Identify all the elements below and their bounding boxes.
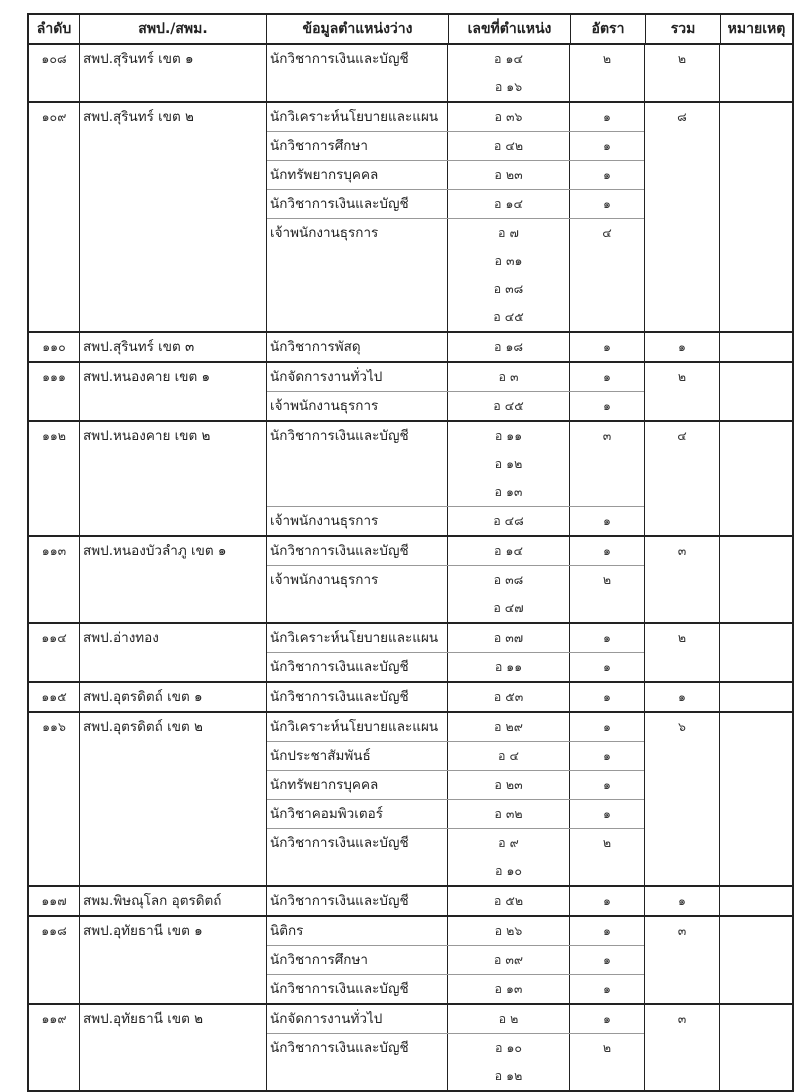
position-list [267, 363, 645, 420]
position-rate: ๔ [602, 225, 612, 240]
position-title: นักวิชาการพัสดุ [267, 333, 448, 361]
row-total: ๓ [645, 917, 720, 1003]
position-row [267, 975, 644, 1003]
position-list [267, 624, 645, 681]
position-numbers [448, 190, 570, 218]
position-title: เจ้าพนักงานธุรการ [267, 219, 448, 331]
position-numbers [448, 422, 570, 506]
position-number: อ ๑๖ [494, 79, 523, 94]
row-office: สพป.อุทัยธานี เขต ๑ [80, 917, 267, 1003]
position-numbers [448, 45, 570, 101]
row-seq: ๑๑๗ [29, 887, 80, 915]
position-numbers [448, 566, 570, 622]
position-number: อ ๕๒ [493, 893, 524, 908]
row-note [720, 333, 791, 361]
position-number: อ ๑๑ [494, 428, 523, 443]
header-position-number: เลขที่ตำแหน่ง [449, 15, 571, 43]
position-rate: ๑ [603, 339, 611, 354]
position-number: อ ๓ [498, 369, 519, 384]
position-title: นักวิชาคอมพิวเตอร์ [267, 800, 448, 828]
position-rate: ๑ [603, 893, 611, 908]
position-title: นิติกร [267, 917, 448, 945]
table-row-group [29, 624, 792, 683]
position-number: อ ๒๓ [494, 167, 523, 182]
position-title: เจ้าพนักงานธุรการ [267, 392, 448, 420]
position-numbers [448, 507, 570, 535]
row-note [720, 537, 791, 622]
position-numbers [448, 946, 570, 974]
position-numbers [448, 392, 570, 420]
position-numbers [448, 363, 570, 391]
row-office: สพป.อุตรดิตถ์ เขต ๑ [80, 683, 267, 711]
position-title: นักวิชาการเงินและบัญชี [267, 1034, 448, 1090]
position-numbers [448, 742, 570, 770]
position-numbers [448, 771, 570, 799]
position-number: อ ๑๔ [494, 51, 523, 66]
position-list [267, 422, 645, 535]
position-row [267, 392, 644, 420]
row-office: สพป.สุรินทร์ เขต ๑ [80, 45, 267, 101]
position-numbers [448, 683, 570, 711]
position-list [267, 713, 645, 885]
position-row [267, 1005, 644, 1034]
position-title: นักทรัพยากรบุคคล [267, 161, 448, 189]
position-row [267, 132, 644, 161]
position-row [267, 887, 644, 915]
position-row [267, 45, 644, 101]
position-title: เจ้าพนักงานธุรการ [267, 507, 448, 535]
position-number: อ ๓๒ [494, 806, 523, 821]
position-number: อ ๑๘ [493, 339, 524, 354]
position-title: นักวิเคราะห์นโยบายและแผน [267, 713, 448, 741]
row-total: ๒ [645, 363, 720, 420]
position-title: นักวิชาการเงินและบัญชี [267, 887, 448, 915]
position-list [267, 103, 645, 331]
table-row-group [29, 333, 792, 363]
position-row [267, 161, 644, 190]
position-rate: ๑ [603, 109, 611, 124]
row-total: ๒ [645, 624, 720, 681]
row-seq: ๑๑๔ [29, 624, 80, 681]
row-total: ๒ [645, 45, 720, 101]
position-row [267, 363, 644, 392]
position-rate: ๑ [603, 777, 611, 792]
position-rate: ๑ [603, 630, 611, 645]
row-seq: ๑๑๓ [29, 537, 80, 622]
position-title: นักวิชาการเงินและบัญชี [267, 683, 448, 711]
position-number: อ ๕๓ [493, 689, 524, 704]
position-rate: ๑ [603, 1011, 611, 1026]
table-row-group [29, 713, 792, 887]
position-title: เจ้าพนักงานธุรการ [267, 566, 448, 622]
row-seq: ๑๐๘ [29, 45, 80, 101]
row-total: ๑ [645, 333, 720, 361]
row-seq: ๑๑๐ [29, 333, 80, 361]
position-number: อ ๙ [498, 835, 519, 850]
position-rate: ๑ [603, 138, 611, 153]
position-rate: ๑ [603, 806, 611, 821]
position-row [267, 946, 644, 975]
header-seq: ลำดับ [29, 15, 80, 43]
row-total: ๔ [645, 422, 720, 535]
position-rate: ๑ [603, 369, 611, 384]
table-row-group [29, 45, 792, 103]
position-number: อ ๔๕ [493, 398, 524, 413]
row-note [720, 363, 791, 420]
position-title: นักวิชาการเงินและบัญชี [267, 422, 448, 506]
header-position: ข้อมูลตำแหน่งว่าง [267, 15, 449, 43]
position-number: อ ๑๓ [494, 981, 523, 996]
position-numbers [448, 537, 570, 565]
position-title: นักวิชาการศึกษา [267, 132, 448, 160]
row-note [720, 103, 791, 331]
row-total: ๓ [645, 537, 720, 622]
position-row [267, 653, 644, 681]
position-title: นักจัดการงานทั่วไป [267, 1005, 448, 1033]
position-list [267, 45, 645, 101]
position-number: อ ๑๐ [494, 863, 523, 878]
position-rate: ๑ [603, 981, 611, 996]
position-row [267, 829, 644, 885]
position-row [267, 1034, 644, 1090]
position-title: นักประชาสัมพันธ์ [267, 742, 448, 770]
position-number: อ ๑๔ [494, 543, 523, 558]
position-row [267, 537, 644, 566]
position-list [267, 917, 645, 1003]
position-row [267, 713, 644, 742]
position-number: อ ๑๓ [494, 484, 523, 499]
position-numbers [448, 800, 570, 828]
position-rate: ๒ [602, 1040, 612, 1055]
position-number: อ ๔๕ [493, 309, 524, 324]
row-note [720, 45, 791, 101]
position-rate: ๑ [603, 196, 611, 211]
position-numbers [448, 653, 570, 681]
row-seq: ๑๑๑ [29, 363, 80, 420]
position-row [267, 103, 644, 132]
row-office: สพป.สุรินทร์ เขต ๓ [80, 333, 267, 361]
position-row [267, 683, 644, 711]
position-numbers [448, 103, 570, 131]
row-note [720, 624, 791, 681]
table-row-group [29, 422, 792, 537]
row-seq: ๑๑๘ [29, 917, 80, 1003]
position-number: อ ๔ [498, 748, 519, 763]
row-office: สพป.หนองบัวลำภู เขต ๑ [80, 537, 267, 622]
position-row [267, 507, 644, 535]
table-body [29, 45, 792, 1090]
row-total: ๓ [645, 1005, 720, 1090]
row-office: สพม.พิษณุโลก อุตรดิตถ์ [80, 887, 267, 915]
position-row [267, 333, 644, 361]
position-numbers [448, 624, 570, 652]
table-row-group [29, 1005, 792, 1090]
position-numbers [448, 917, 570, 945]
table-header [29, 15, 792, 45]
position-numbers [448, 887, 570, 915]
row-note [720, 683, 791, 711]
row-office: สพป.อุทัยธานี เขต ๒ [80, 1005, 267, 1090]
position-row [267, 422, 644, 507]
position-numbers [448, 132, 570, 160]
position-number: อ ๔๗ [493, 600, 524, 615]
position-numbers [448, 161, 570, 189]
position-numbers [448, 333, 570, 361]
position-row [267, 190, 644, 219]
header-rate: อัตรา [571, 15, 646, 43]
position-numbers [448, 1034, 570, 1090]
position-row [267, 742, 644, 771]
position-number: อ ๒๓ [494, 777, 523, 792]
position-number: อ ๓๙ [493, 952, 524, 967]
header-office: สพป./สพม. [80, 15, 267, 43]
position-list [267, 683, 645, 711]
position-title: นักวิชาการเงินและบัญชี [267, 45, 448, 101]
position-numbers [448, 1005, 570, 1033]
position-list [267, 333, 645, 361]
position-number: อ ๒ [498, 1011, 519, 1026]
position-row [267, 566, 644, 622]
row-total: ๑ [645, 887, 720, 915]
row-total: ๘ [645, 103, 720, 331]
header-total: รวม [646, 15, 721, 43]
position-row [267, 219, 644, 331]
row-seq: ๑๑๕ [29, 683, 80, 711]
position-number: อ ๑๑ [494, 659, 523, 674]
row-office: สพป.อ่างทอง [80, 624, 267, 681]
position-rate: ๑ [603, 167, 611, 182]
row-note [720, 887, 791, 915]
position-title: นักวิเคราะห์นโยบายและแผน [267, 624, 448, 652]
position-rate: ๓ [602, 428, 612, 443]
position-rate: ๑ [603, 543, 611, 558]
position-number: อ ๒๖ [494, 923, 523, 938]
row-office: สพป.หนองคาย เขต ๑ [80, 363, 267, 420]
row-office: สพป.อุตรดิตถ์ เขต ๒ [80, 713, 267, 885]
position-number: อ ๓๘ [493, 572, 524, 587]
position-row [267, 917, 644, 946]
position-numbers [448, 975, 570, 1003]
position-row [267, 624, 644, 653]
table-row-group [29, 363, 792, 422]
vacancy-table [27, 13, 794, 1092]
position-title: นักวิชาการศึกษา [267, 946, 448, 974]
row-seq: ๑๑๖ [29, 713, 80, 885]
row-total: ๑ [645, 683, 720, 711]
position-rate: ๑ [603, 952, 611, 967]
position-rate: ๑ [603, 659, 611, 674]
row-seq: ๑๑๒ [29, 422, 80, 535]
row-total: ๖ [645, 713, 720, 885]
position-row [267, 800, 644, 829]
position-number: อ ๓๗ [493, 630, 524, 645]
position-numbers [448, 713, 570, 741]
header-note: หมายเหตุ [727, 21, 786, 37]
position-numbers [448, 219, 570, 331]
position-title: นักวิชาการเงินและบัญชี [267, 190, 448, 218]
table-row-group [29, 917, 792, 1005]
row-note [720, 713, 791, 885]
table-row-group [29, 103, 792, 333]
position-list [267, 887, 645, 915]
row-note [720, 422, 791, 535]
position-number: อ ๓๑ [494, 253, 523, 268]
position-title: นักจัดการงานทั่วไป [267, 363, 448, 391]
row-seq: ๑๑๙ [29, 1005, 80, 1090]
position-rate: ๑ [603, 398, 611, 413]
position-number: อ ๔๒ [493, 138, 524, 153]
row-note [720, 917, 791, 1003]
position-number: อ ๒๙ [494, 719, 523, 734]
position-rate: ๒ [602, 51, 612, 66]
position-rate: ๑ [603, 719, 611, 734]
row-note [720, 1005, 791, 1090]
position-title: นักวิเคราะห์นโยบายและแผน [267, 103, 448, 131]
position-number: อ ๑๒ [494, 1068, 523, 1083]
row-office: สพป.หนองคาย เขต ๒ [80, 422, 267, 535]
position-number: อ ๑๔ [494, 196, 523, 211]
position-title: นักวิชาการเงินและบัญชี [267, 537, 448, 565]
table-row-group [29, 537, 792, 624]
position-title: นักวิชาการเงินและบัญชี [267, 975, 448, 1003]
position-rate: ๒ [602, 835, 612, 850]
position-title: นักทรัพยากรบุคคล [267, 771, 448, 799]
position-list [267, 1005, 645, 1090]
position-row [267, 771, 644, 800]
table-row-group [29, 887, 792, 917]
position-number: อ ๔๘ [493, 513, 524, 528]
row-seq: ๑๐๙ [29, 103, 80, 331]
position-numbers [448, 829, 570, 885]
position-rate: ๒ [602, 572, 612, 587]
position-rate: ๑ [603, 513, 611, 528]
position-number: อ ๓๖ [494, 109, 523, 124]
table-row-group [29, 683, 792, 713]
position-rate: ๑ [603, 923, 611, 938]
position-title: นักวิชาการเงินและบัญชี [267, 653, 448, 681]
position-number: อ ๑๐ [494, 1040, 523, 1055]
position-number: อ ๑๒ [494, 456, 523, 471]
position-list [267, 537, 645, 622]
row-office: สพป.สุรินทร์ เขต ๒ [80, 103, 267, 331]
position-title: นักวิชาการเงินและบัญชี [267, 829, 448, 885]
position-number: อ ๓๘ [493, 281, 524, 296]
position-rate: ๑ [603, 748, 611, 763]
position-rate: ๑ [603, 689, 611, 704]
position-number: อ ๗ [498, 225, 519, 240]
